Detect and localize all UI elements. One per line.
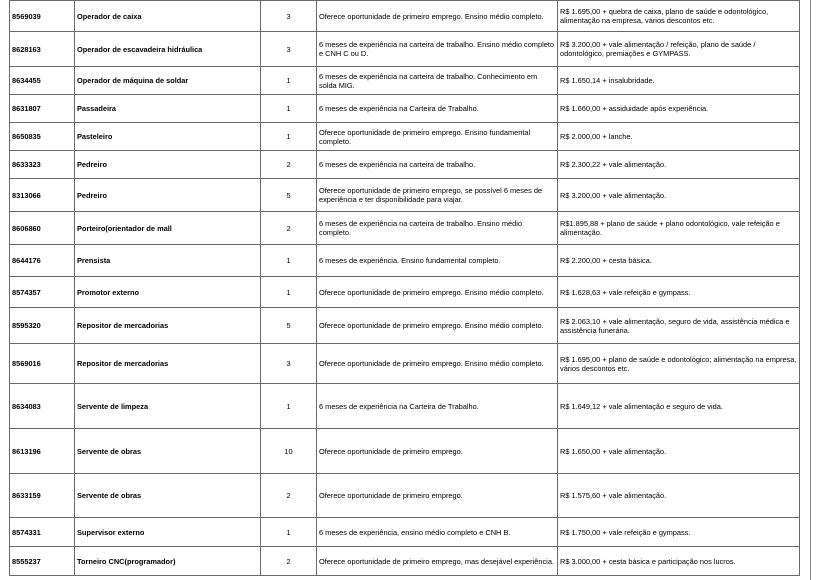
job-benefits: R$ 1.695,00 + quebra de caixa, plano de saúde e odontológico, alimentação na empresa, vários descontos etc. bbox=[558, 1, 800, 32]
vacancy-code: 8569016 bbox=[10, 344, 75, 384]
vacancy-code: 8644176 bbox=[10, 245, 75, 277]
vacancy-count: 1 bbox=[261, 277, 317, 308]
vacancy-code: 8595320 bbox=[10, 308, 75, 344]
job-benefits: R$ 1.628,63 + vale refeição e gympass. bbox=[558, 277, 800, 308]
job-vacancies-body bbox=[10, 1, 800, 576]
job-title: Servente de obras bbox=[75, 474, 261, 518]
table-row bbox=[10, 429, 800, 474]
job-benefits: R$ 1.695,00 + plano de saúde e odontológico; alimentação na empresa, vários descontos etc. bbox=[558, 344, 800, 384]
vacancy-code: 8574357 bbox=[10, 277, 75, 308]
table-row bbox=[10, 245, 800, 277]
job-title: Repositor de mercadorias bbox=[75, 344, 261, 384]
job-benefits: R$ 2.200,00 + cesta básica. bbox=[558, 245, 800, 277]
job-title: Torneiro CNC(programador) bbox=[75, 547, 261, 576]
vacancy-code: 8650835 bbox=[10, 123, 75, 151]
vacancy-count: 2 bbox=[261, 212, 317, 245]
vacancy-code: 8634455 bbox=[10, 67, 75, 95]
vacancy-code: 8634083 bbox=[10, 384, 75, 429]
job-benefits: R$ 3.200,00 + vale alimentação / refeição, plano de saúde / odontológico, premiações e GYMPASS. bbox=[558, 32, 800, 67]
job-title: Operador de escavadeira hidráulica bbox=[75, 32, 261, 67]
table-row bbox=[10, 384, 800, 429]
job-requirements: 6 meses de experiência na carteira de trabalho. Conhecimento em solda MIG. bbox=[317, 67, 558, 95]
table-row bbox=[10, 95, 800, 123]
vacancy-code: 8613196 bbox=[10, 429, 75, 474]
table-row bbox=[10, 67, 800, 95]
table-row bbox=[10, 1, 800, 32]
vacancy-count: 3 bbox=[261, 344, 317, 384]
job-requirements: 6 meses de experiência, ensino médio completo e CNH B. bbox=[317, 518, 558, 547]
vacancy-code: 8633323 bbox=[10, 151, 75, 179]
job-requirements: 6 meses de experiência na Carteira de Trabalho. bbox=[317, 95, 558, 123]
job-title: Pedreiro bbox=[75, 151, 261, 179]
job-title: Supervisor externo bbox=[75, 518, 261, 547]
job-benefits: R$ 2.063,10 + vale alimentação, seguro de vida, assistência médica e assistência funerária. bbox=[558, 308, 800, 344]
page-edge-rule bbox=[810, 0, 811, 580]
job-requirements: Oferece oportunidade de primeiro emprego, mas desejável experiência. bbox=[317, 547, 558, 576]
job-title: Servente de limpeza bbox=[75, 384, 261, 429]
table-row bbox=[10, 212, 800, 245]
job-requirements: Oferece oportunidade de primeiro emprego. Ensino médio completo. bbox=[317, 1, 558, 32]
job-benefits: R$ 1.660,00 + assiduidade após experiência. bbox=[558, 95, 800, 123]
job-vacancies-table bbox=[9, 0, 800, 576]
vacancy-count: 2 bbox=[261, 151, 317, 179]
job-benefits: R$1.895,88 + plano de saúde + plano odontológico, vale refeição e alimentação. bbox=[558, 212, 800, 245]
vacancy-count: 1 bbox=[261, 245, 317, 277]
vacancy-count: 5 bbox=[261, 308, 317, 344]
vacancy-count: 1 bbox=[261, 123, 317, 151]
job-title: Porteiro(orientador de mall bbox=[75, 212, 261, 245]
vacancy-code: 8555237 bbox=[10, 547, 75, 576]
job-benefits: R$ 3.000,00 + cesta básica e participação nos lucros. bbox=[558, 547, 800, 576]
vacancy-count: 3 bbox=[261, 1, 317, 32]
job-benefits: R$ 1.650,14 + insalubridade. bbox=[558, 67, 800, 95]
vacancy-count: 1 bbox=[261, 95, 317, 123]
job-title: Servente de obras bbox=[75, 429, 261, 474]
job-requirements: Oferece oportunidade de primeiro emprego. Ensino fundamental completo. bbox=[317, 123, 558, 151]
table-row bbox=[10, 151, 800, 179]
job-requirements: 6 meses de experiência na carteira de trabalho. Ensino médio completo. bbox=[317, 212, 558, 245]
vacancy-code: 8631807 bbox=[10, 95, 75, 123]
job-requirements: 6 meses de experiência. Ensino fundamental completo. bbox=[317, 245, 558, 277]
vacancy-count: 3 bbox=[261, 32, 317, 67]
job-title: Repositor de mercadorias bbox=[75, 308, 261, 344]
job-requirements: 6 meses de experiência na Carteira de Trabalho. bbox=[317, 384, 558, 429]
job-title: Promotor externo bbox=[75, 277, 261, 308]
job-requirements: Oferece oportunidade de primeiro emprego. bbox=[317, 474, 558, 518]
vacancy-count: 5 bbox=[261, 179, 317, 212]
job-requirements: Oferece oportunidade de primeiro emprego. Ensino médio completo. bbox=[317, 344, 558, 384]
job-title: Pedreiro bbox=[75, 179, 261, 212]
vacancy-code: 8633159 bbox=[10, 474, 75, 518]
job-title: Passadeira bbox=[75, 95, 261, 123]
table-row bbox=[10, 474, 800, 518]
vacancy-code: 8569039 bbox=[10, 1, 75, 32]
table-row bbox=[10, 179, 800, 212]
job-title: Pasteleiro bbox=[75, 123, 261, 151]
job-benefits: R$ 1.650,00 + vale alimentação. bbox=[558, 429, 800, 474]
vacancy-code: 8574331 bbox=[10, 518, 75, 547]
table-row bbox=[10, 308, 800, 344]
job-benefits: R$ 3.200,00 + vale alimentação. bbox=[558, 179, 800, 212]
vacancy-count: 1 bbox=[261, 518, 317, 547]
job-requirements: Oferece oportunidade de primeiro emprego. Ensino médio completo. bbox=[317, 308, 558, 344]
vacancy-count: 10 bbox=[261, 429, 317, 474]
job-requirements: Oferece oportunidade de primeiro emprego. bbox=[317, 429, 558, 474]
job-benefits: R$ 2.000,00 + lanche. bbox=[558, 123, 800, 151]
job-benefits: R$ 2.300,22 + vale alimentação. bbox=[558, 151, 800, 179]
job-requirements: 6 meses de experiência na carteira de trabalho. Ensino médio completo e CNH C ou D. bbox=[317, 32, 558, 67]
vacancy-code: 8606860 bbox=[10, 212, 75, 245]
table-row bbox=[10, 344, 800, 384]
job-title: Operador de máquina de soldar bbox=[75, 67, 261, 95]
job-requirements: Oferece oportunidade de primeiro emprego, se possível 6 meses de experiência e ter disponibilidade para viajar. bbox=[317, 179, 558, 212]
vacancy-count: 2 bbox=[261, 547, 317, 576]
job-requirements: Oferece oportunidade de primeiro emprego. Ensino médio completo. bbox=[317, 277, 558, 308]
vacancy-count: 1 bbox=[261, 67, 317, 95]
vacancy-code: 8628163 bbox=[10, 32, 75, 67]
table-row bbox=[10, 32, 800, 67]
job-benefits: R$ 1.750,00 + vale refeição e gympass. bbox=[558, 518, 800, 547]
job-benefits: R$ 1.649,12 + vale alimentação e seguro de vida. bbox=[558, 384, 800, 429]
job-benefits: R$ 1.575,60 + vale alimentação. bbox=[558, 474, 800, 518]
vacancy-count: 1 bbox=[261, 384, 317, 429]
vacancy-code: 8313066 bbox=[10, 179, 75, 212]
table-row bbox=[10, 518, 800, 547]
job-title: Operador de caixa bbox=[75, 1, 261, 32]
table-row bbox=[10, 277, 800, 308]
job-requirements: 6 meses de experiência na carteira de trabalho. bbox=[317, 151, 558, 179]
vacancy-count: 2 bbox=[261, 474, 317, 518]
job-title: Prensista bbox=[75, 245, 261, 277]
table-row bbox=[10, 547, 800, 576]
table-row bbox=[10, 123, 800, 151]
